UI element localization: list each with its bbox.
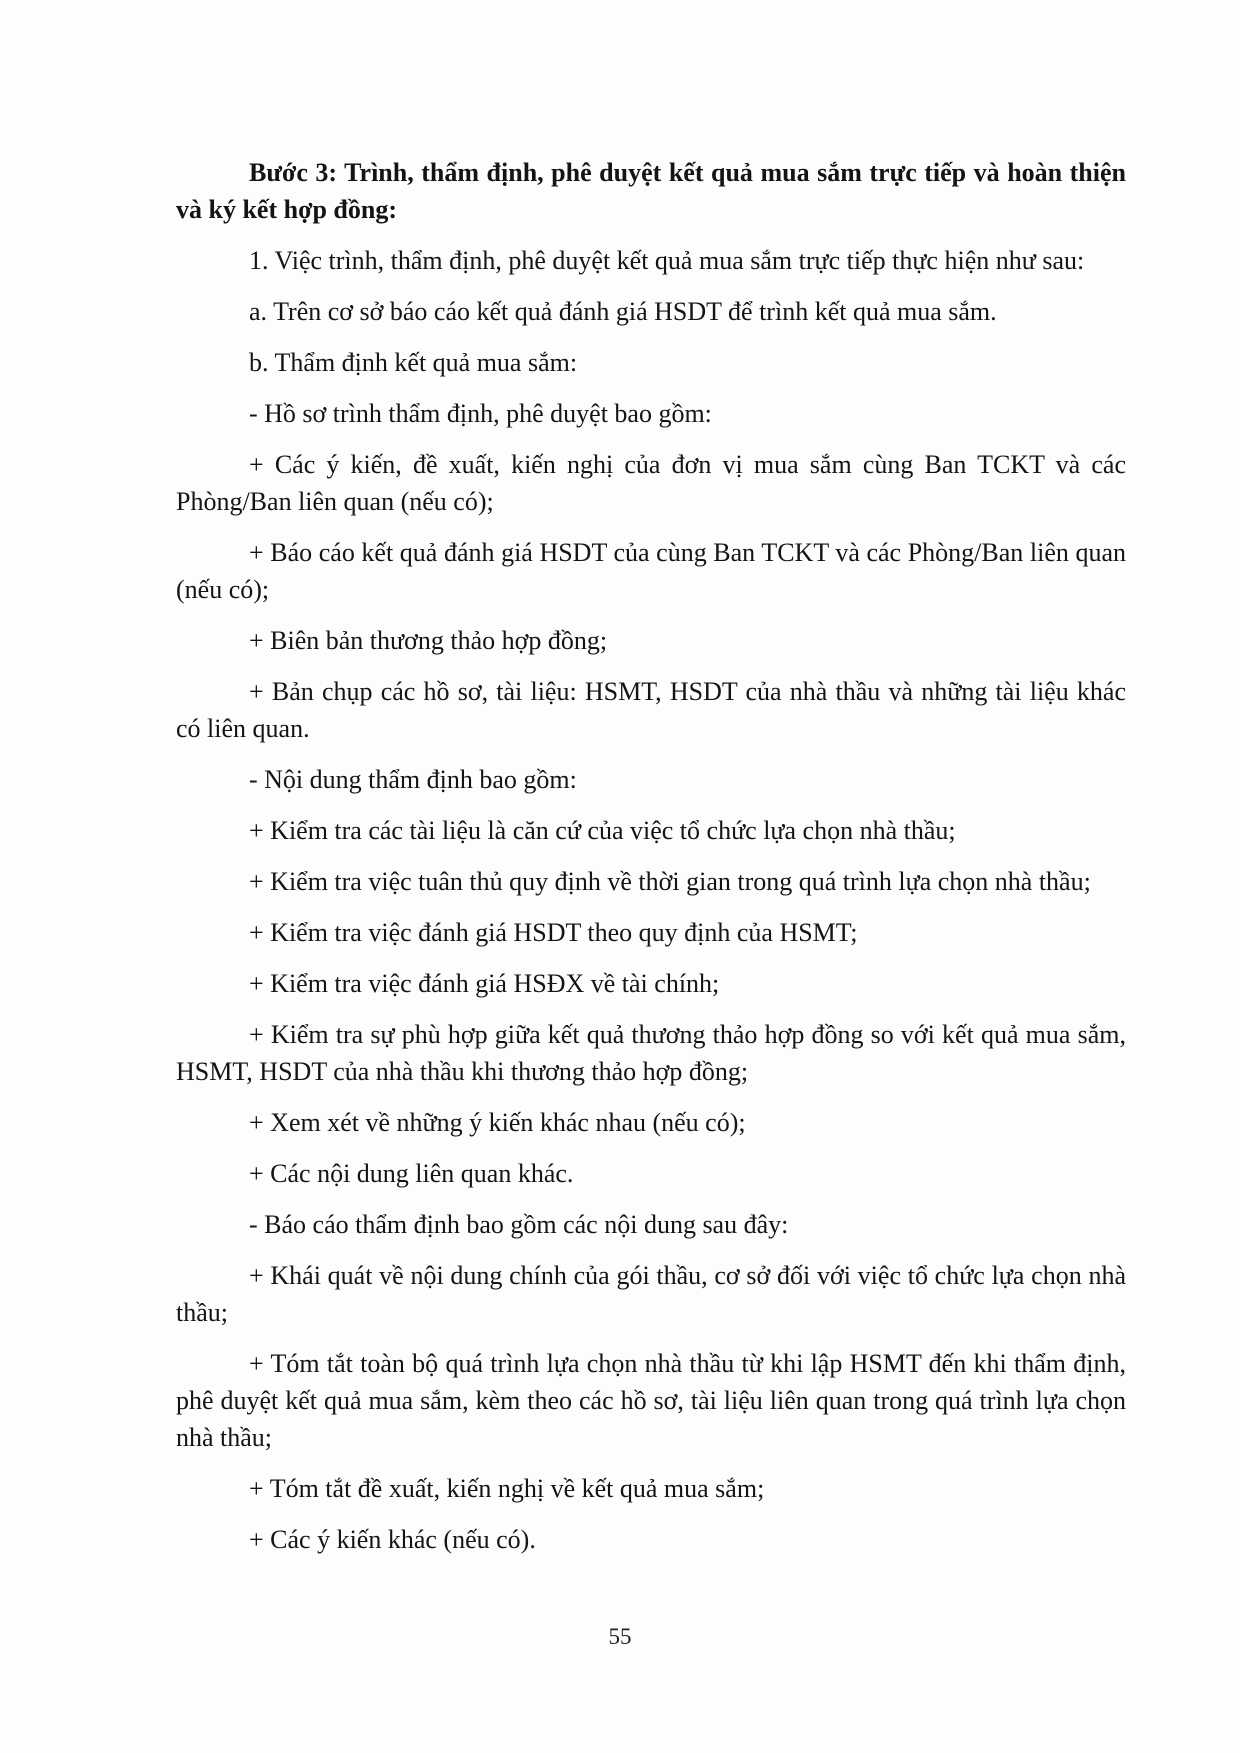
- paragraph-19: + Tóm tắt toàn bộ quá trình lựa chọn nhà thầu từ khi lập HSMT đến khi thẩm định, phê duyệt kết quả mua sắm, kèm theo các hồ sơ, tài liệu liên quan trong quá trình lựa chọn nhà thầu;: [176, 1349, 1126, 1452]
- paragraph-4: - Hồ sơ trình thẩm định, phê duyệt bao gồm:: [249, 399, 712, 428]
- paragraph-17: - Báo cáo thẩm định bao gồm các nội dung sau đây:: [249, 1210, 789, 1239]
- page-number: 55: [608, 1624, 632, 1649]
- paragraph-16: + Các nội dung liên quan khác.: [249, 1159, 574, 1188]
- paragraph-14: + Kiểm tra sự phù hợp giữa kết quả thương thảo hợp đồng so với kết quả mua sắm, HSMT, HSDT của nhà thầu khi thương thảo hợp đồng;: [176, 1020, 1126, 1086]
- paragraph-8: + Bản chụp các hồ sơ, tài liệu: HSMT, HSDT của nhà thầu và những tài liệu khác có liên quan.: [176, 677, 1126, 743]
- paragraph-2: a. Trên cơ sở báo cáo kết quả đánh giá HSDT để trình kết quả mua sắm.: [249, 297, 997, 326]
- paragraph-9: - Nội dung thẩm định bao gồm:: [249, 765, 577, 794]
- paragraph-21: + Các ý kiến khác (nếu có).: [249, 1525, 536, 1554]
- paragraph-11: + Kiểm tra việc tuân thủ quy định về thời gian trong quá trình lựa chọn nhà thầu;: [249, 867, 1091, 896]
- paragraph-15: + Xem xét về những ý kiến khác nhau (nếu có);: [249, 1108, 746, 1137]
- paragraph-13: + Kiểm tra việc đánh giá HSĐX về tài chính;: [249, 969, 720, 998]
- paragraph-18: + Khái quát về nội dung chính của gói thầu, cơ sở đối với việc tổ chức lựa chọn nhà thầu;: [176, 1261, 1126, 1327]
- paragraph-12: + Kiểm tra việc đánh giá HSDT theo quy định của HSMT;: [249, 918, 858, 947]
- paragraph-1: 1. Việc trình, thẩm định, phê duyệt kết quả mua sắm trực tiếp thực hiện như sau:: [249, 246, 1085, 275]
- paragraph-20: + Tóm tắt đề xuất, kiến nghị về kết quả mua sắm;: [249, 1474, 765, 1503]
- document-body: [176, 154, 1126, 1572]
- paragraph-7: + Biên bản thương thảo hợp đồng;: [249, 626, 608, 655]
- paragraph-5: + Các ý kiến, đề xuất, kiến nghị của đơn vị mua sắm cùng Ban TCKT và các Phòng/Ban liên quan (nếu có);: [176, 450, 1126, 516]
- paragraph-3: b. Thẩm định kết quả mua sắm:: [249, 348, 578, 377]
- paragraph-10: + Kiểm tra các tài liệu là căn cứ của việc tổ chức lựa chọn nhà thầu;: [249, 816, 956, 845]
- step-heading: Bước 3: Trình, thẩm định, phê duyệt kết quả mua sắm trực tiếp và hoàn thiện và ký kết hợp đồng:: [176, 158, 1126, 224]
- paragraph-6: + Báo cáo kết quả đánh giá HSDT của cùng Ban TCKT và các Phòng/Ban liên quan (nếu có);: [176, 538, 1126, 604]
